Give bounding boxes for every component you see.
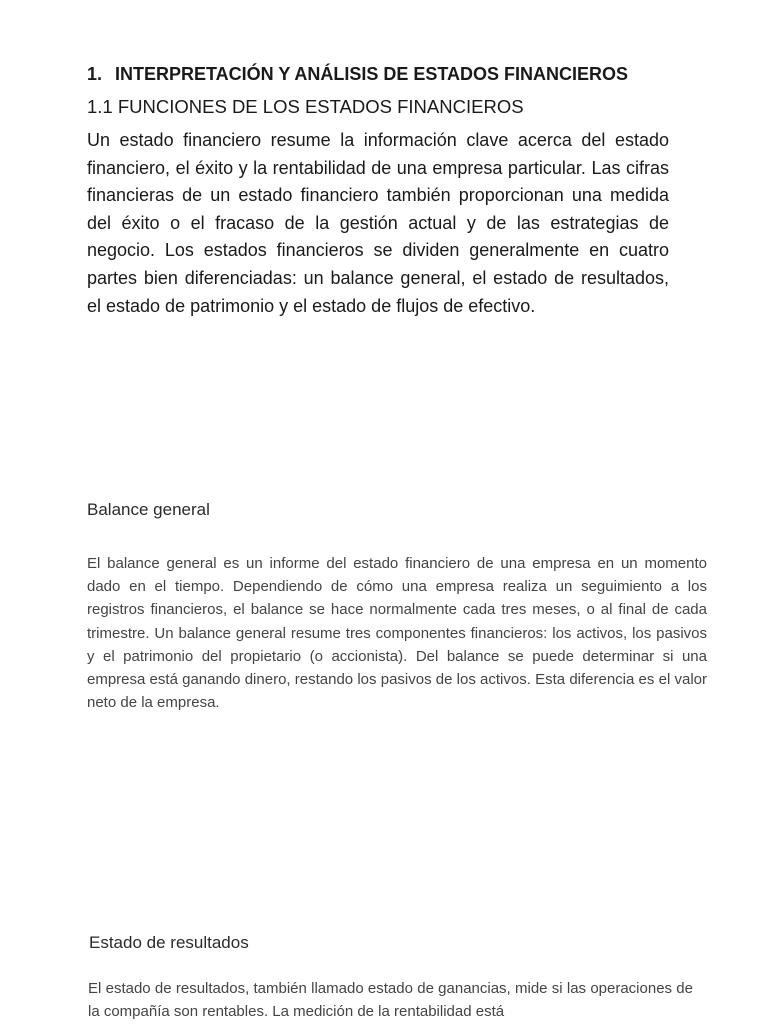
balance-general-paragraph: El balance general es un informe del estado financiero de una empresa en un momento dado en el tiempo. Dependiendo de cómo una empresa realiza un seguimiento a los registros financieros, el balance se hace normalmente cada tres meses, o al final de cada trimestre. Un balance general resume tres componentes financieros: los activos, los pasivos y el patrimonio del propietario (o accionista). Del balance se puede determinar si una empresa está ganando dinero, restando los pasivos de los activos. Esta diferencia es el valor neto de la empresa. [87,555,707,712]
chapter-heading [87,64,687,85]
balance-general-title: Balance general [87,500,210,519]
estado-resultados-title: Estado de resultados [89,933,249,952]
intro-paragraph: Un estado financiero resume la información clave acerca del estado financiero, el éxito y la rentabilidad de una empresa particular. Las cifras financieras de un estado financiero también proporcionan una medida del éxito o el fracaso de la gestión actual y de las estrategias de negocio. Los estados financieros se dividen generalmente en cuatro partes bien diferenciadas: un balance general, el estado de resultados, el estado de patrimonio y el estado de flujos de efectivo. [87,130,669,316]
section-subheading: 1.1 FUNCIONES DE LOS ESTADOS FINANCIEROS [87,96,524,117]
chapter-title: INTERPRETACIÓN Y ANÁLISIS DE ESTADOS FINANCIEROS [115,64,629,84]
estado-resultados-paragraph: El estado de resultados, también llamado estado de ganancias, mide si las operaciones de la compañía son rentables. La medición de la rentabilidad está [88,980,693,1021]
chapter-number: 1. [87,64,103,84]
